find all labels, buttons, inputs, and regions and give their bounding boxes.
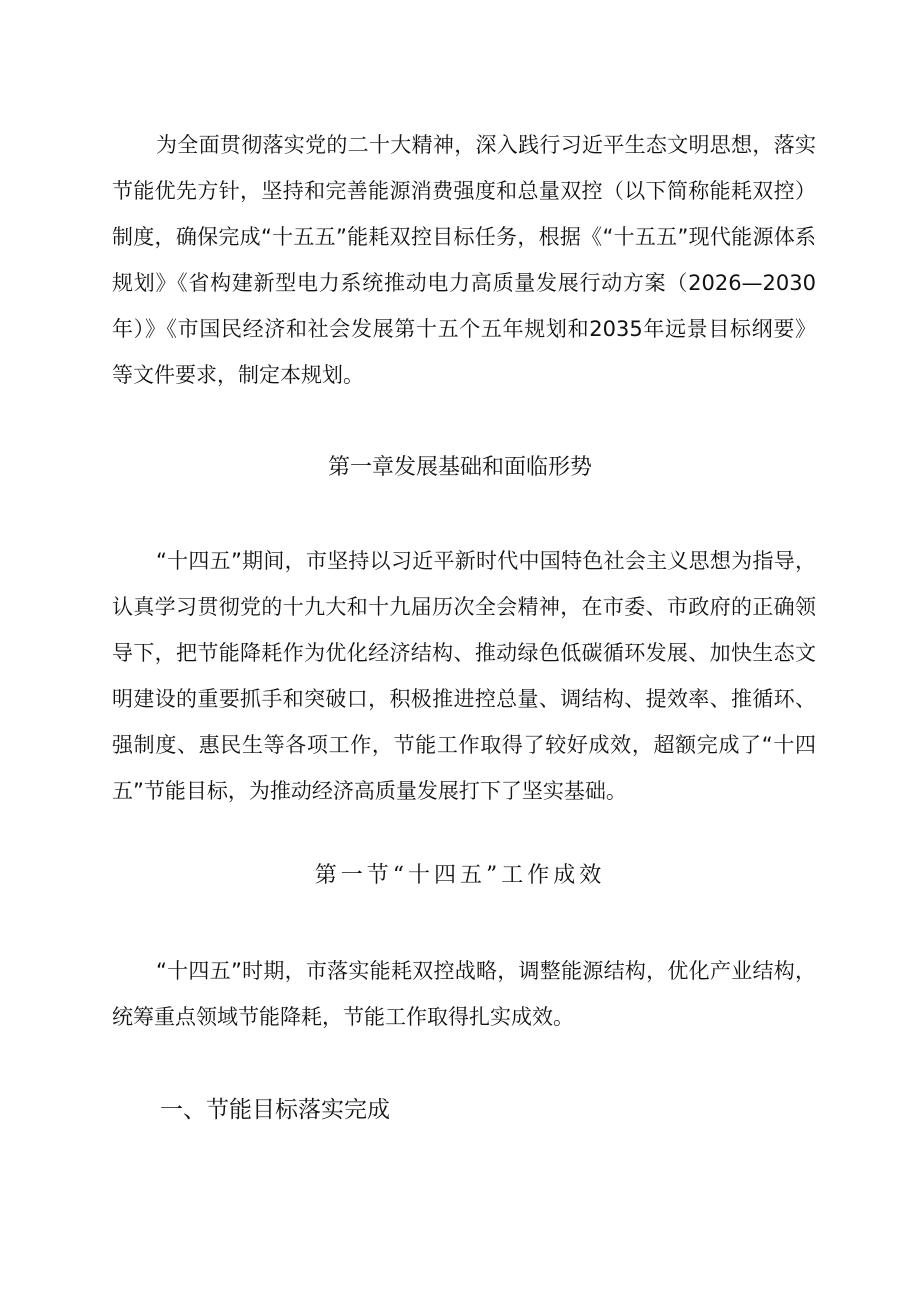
section-title: 第一节“十四五”工作成效 bbox=[314, 863, 606, 888]
section-paragraph: “十四五”时期，市落实能耗双控战略，调整能源结构，优化产业结构，统筹重点领域节能降耗，节能工作取得扎实成效。 bbox=[112, 959, 816, 1029]
chapter-title: 第一章发展基础和面临形势 bbox=[327, 455, 592, 480]
chapter-paragraph: “十四五”期间，市坚持以习近平新时代中国特色社会主义思想为指导，认真学习贯彻党的十九大和十九届历次全会精神，在市委、市政府的正确领导下，把节能降耗作为优化经济结构、推动绿色低碳循环发展、加快生态文明建设的重要抓手和突破口，积极推进控总量、调结构、提效率、推循环、强制度、惠民生等各项工作，节能工作取得了较好成效，超额完成了“十四五”节能目标，为推动经济高质量发展打下了坚实基础。 bbox=[112, 549, 816, 803]
intro-paragraph: 为全面贯彻落实党的二十大精神，深入践行习近平生态文明思想，落实节能优先方针，坚持和完善能源消费强度和总量双控（以下简称能耗双控）制度，确保完成“十五五”能耗双控目标任务，根据《“十五五”现代能源体系规划》《省构建新型电力系统推动电力高质量发展行动方案（2026—2030年）》《市国民经济和社会发展第十五个五年规划和2035年远景目标纲要》等文件要求，制定本规划。 bbox=[112, 133, 816, 387]
subsection-title: 一、节能目标落实完成 bbox=[160, 1097, 390, 1123]
